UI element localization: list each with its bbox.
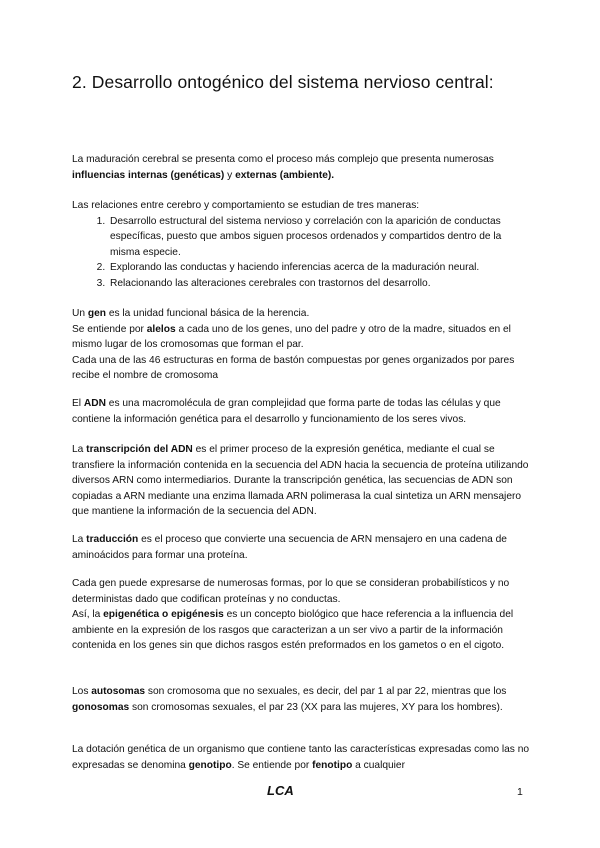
text: Cada una de las 46 estructuras en forma de bastón compuestas por genes organizados por pares recibe el nombre de cromosoma	[72, 354, 515, 382]
paragraph-relaciones	[72, 198, 532, 292]
list-item: 3. Relacionando las alteraciones cerebrales con trastornos del desarrollo.	[108, 276, 532, 292]
text: La	[72, 444, 87, 455]
text: son cromosoma que no sexuales, es decir, del par 1 al par 22, mientras que los	[145, 686, 507, 697]
bold-term: gonosomas	[72, 701, 130, 713]
text: Los	[72, 686, 92, 697]
paragraph-genotipo	[72, 742, 532, 773]
relations-intro: Las relaciones entre cerebro y comportamiento se estudian de tres maneras:	[72, 200, 420, 211]
list-item: 2. Explorando las conductas y haciendo inferencias acerca de la maduración neural.	[108, 260, 532, 276]
text: El	[72, 398, 84, 409]
text: a cualquier	[352, 759, 405, 771]
text: a cada uno de los genes, uno del padre y otro de la madre, situados en el mismo lugar de los cromosomas que forman el par.	[72, 323, 511, 351]
text: es una macromolécula de gran complejidad que forma parte de todas las células y que contiene la información genética para el desarrollo y funcionamiento de los seres vivos.	[72, 398, 501, 425]
bold-term: autosomas	[91, 686, 146, 697]
bold-term: fenotipo	[312, 759, 353, 771]
bold-term: influencias internas (genéticas)	[72, 169, 225, 181]
bold-term: gen	[87, 308, 106, 319]
paragraph-epigenetica	[72, 576, 532, 654]
list-item: 1. Desarrollo estructural del sistema nervioso y correlación con la aparición de conductas específicas, puesto que ambos siguen procesos ordenados y compartidos dentro de la misma especie.	[108, 214, 532, 261]
paragraph-gen	[72, 306, 532, 384]
bold-term: genotipo	[188, 759, 232, 771]
text: y	[224, 169, 236, 181]
bold-term: alelos	[146, 323, 176, 335]
text: son cromosomas sexuales, el par 23 (XX para las mujeres, XY para los hombres).	[129, 701, 503, 713]
bold-term: ADN	[83, 398, 106, 409]
text: La maduración cerebral se presenta como el proceso más complejo que presenta numerosas	[72, 154, 494, 165]
text: Así, la	[72, 609, 104, 621]
paragraph-transcripcion	[72, 442, 532, 520]
bold-term: epigenética o epigénesis	[103, 609, 224, 621]
text: es la unidad funcional básica de la herencia.	[105, 308, 310, 319]
section-title: 2. Desarrollo ontogénico del sistema nervioso central:	[72, 72, 494, 92]
bold-term: externas (ambiente).	[235, 169, 335, 181]
text: es el proceso que convierte una secuencia de ARN mensajero en una cadena de aminoácidos para formar una proteína.	[72, 534, 507, 561]
bold-term: transcripción del ADN	[86, 444, 193, 455]
page-number: 1	[517, 786, 523, 798]
paragraph-maduracion	[72, 152, 532, 183]
text: Un	[72, 308, 88, 319]
text: . Se entiende por	[231, 759, 313, 771]
text: es un concepto biológico que hace referencia a la influencia del ambiente en la expresión de los rasgos que caracterizan a un ser vivo a partir de la información contenida en los genes sin que dichos rasgos estén preformados en los gametos o en el cigoto.	[72, 609, 514, 652]
text: es el primer proceso de la expresión genética, mediante el cual se transfiere la información contenida en la secuencia del ADN hacia la secuencia de proteína utilizando diversos ARN como intermediarios. Durante la transcripción genética, las secuencias de ADN son copiadas a ARN mediante una enzima llamada ARN polimerasa la cual sintetiza un ARN mensajero que mantiene la información de la secuencia del ADN.	[72, 444, 529, 518]
text: Se entiende por	[72, 323, 147, 335]
footer-logo-text: LCA	[267, 783, 294, 798]
text: Cada gen puede expresarse de numerosas formas, por lo que se consideran probabilísticos y no deterministas dado que codifican proteínas y no conductas.	[72, 578, 510, 605]
paragraph-traduccion	[72, 532, 532, 563]
paragraph-autosomas	[72, 684, 532, 715]
bold-term: traducción	[86, 534, 139, 545]
text: La	[72, 534, 87, 545]
text: La dotación genética de un organismo que contiene tanto las características expresadas como las no expresadas se denomina	[72, 744, 530, 771]
paragraph-adn	[72, 396, 532, 427]
relations-list	[72, 214, 532, 292]
